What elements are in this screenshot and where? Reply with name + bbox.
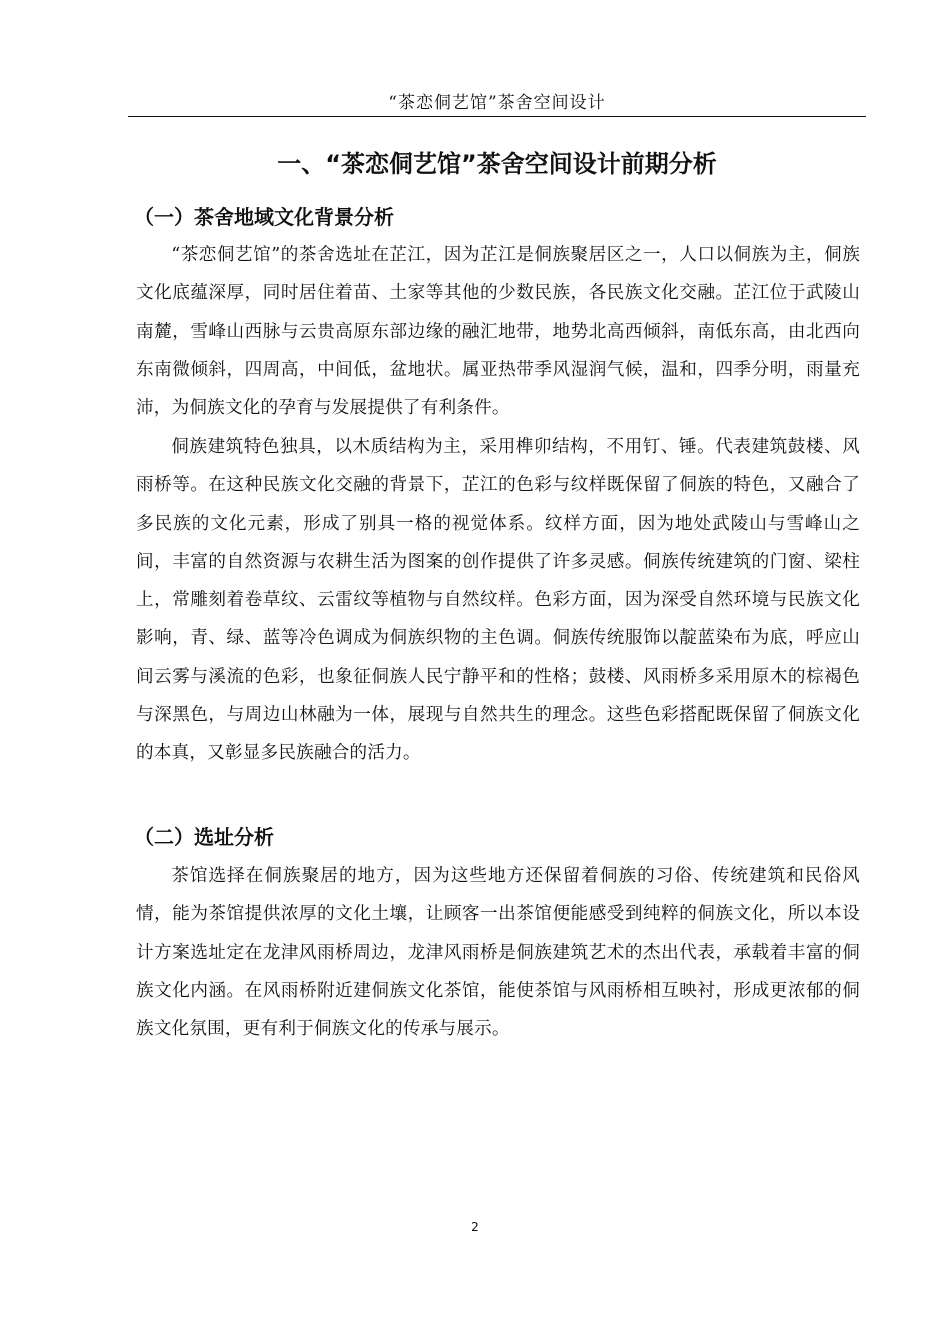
paragraph-architecture-colors: 侗族建筑特色独具，以木质结构为主，采用榫卯结构，不用钉、锤。代表建筑鼓楼、风雨桥等。在这种民族文化交融的背景下，芷江的色彩与纹样既保留了侗族的特色，又融合了多民族的文化元素，形成了别具一格的视觉体系。纹样方面，因为地处武陵山与雪峰山之间，丰富的自然资源与农耕生活为图案的创作提供了许多灵感。侗族传统建筑的门窗、梁柱上，常雕刻着卷草纹、云雷纹等植物与自然纹样。色彩方面，因为深受自然环境与民族文化影响，青、绿、蓝等冷色调成为侗族织物的主色调。侗族传统服饰以靛蓝染布为底，呼应山间云雾与溪流的色彩，也象征侗族人民宁静平和的性格；鼓楼、风雨桥多采用原木的棕褐色与深黑色，与周边山林融为一体，展现与自然共生的理念。这些色彩搭配既保留了侗族文化的本真，又彰显多民族融合的活力。 bbox=[136, 437, 860, 764]
paragraph-regional-culture: “茶恋侗艺馆”的茶舍选址在芷江，因为芷江是侗族聚居区之一，人口以侗族为主，侗族文化底蕴深厚，同时居住着苗、土家等其他的少数民族，各民族文化交融。芷江位于武陵山南麓，雪峰山西脉与云贵高原东部边缘的融汇地带，地势北高西倾斜，南低东高，由北西向东南微倾斜，四周高，中间低，盆地状。属亚热带季风湿润气候，温和，四季分明，雨量充沛，为侗族文化的孕育与发展提供了有利条件。 bbox=[136, 245, 860, 419]
header-divider bbox=[128, 116, 866, 117]
section-heading-1: （一）茶舍地域文化背景分析 bbox=[134, 205, 394, 229]
section-heading-2: （二）选址分析 bbox=[134, 825, 274, 849]
paragraph-site-selection: 茶馆选择在侗族聚居的地方，因为这些地方还保留着侗族的习俗、传统建筑和民俗风情，能为茶馆提供浓厚的文化土壤，让顾客一出茶馆便能感受到纯粹的侗族文化，所以本设计方案选址定在龙津风雨桥周边，龙津风雨桥是侗族建筑艺术的杰出代表，承载着丰富的侗族文化内涵。在风雨桥附近建侗族文化茶馆，能使茶馆与风雨桥相互映衬，形成更浓郁的侗族文化氛围，更有利于侗族文化的传承与展示。 bbox=[136, 866, 860, 1040]
page-number: 2 bbox=[471, 1220, 479, 1234]
chapter-title: 一、“茶恋侗艺馆”茶舍空间设计前期分析 bbox=[277, 150, 717, 178]
running-header: “茶恋侗艺馆”茶舍空间设计 bbox=[388, 93, 606, 113]
